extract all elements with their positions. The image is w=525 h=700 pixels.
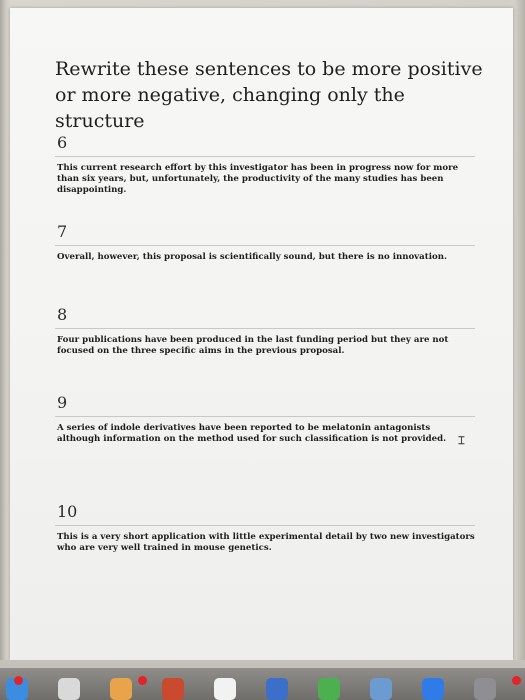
slide: [10, 8, 513, 660]
divider: [55, 328, 475, 329]
photos-icon[interactable]: [110, 678, 132, 700]
item-number: 10: [57, 502, 78, 521]
numbers-icon[interactable]: [318, 678, 340, 700]
notification-badge-icon: [14, 676, 23, 685]
item-number: 9: [57, 393, 68, 412]
item-number: 6: [57, 133, 68, 152]
item-text[interactable]: This current research effort by this investigator has been in progress now for more than six years, but, unfortunately, the productivity of the many studies has been disappointing.: [57, 163, 459, 195]
item-text[interactable]: A series of indole derivatives have been reported to be melatonin antagonists although information on the method used for such classification is not provided.: [57, 423, 447, 444]
item-9: [55, 393, 475, 446]
divider: [55, 525, 475, 526]
item-8: [55, 305, 475, 357]
divider: [55, 416, 475, 417]
item-text-container[interactable]: [55, 423, 475, 446]
item-number: 7: [57, 222, 68, 241]
app-icon[interactable]: [162, 678, 184, 700]
system-prefs-icon[interactable]: [474, 678, 496, 700]
calendar-icon[interactable]: [214, 678, 236, 700]
item-10: [55, 502, 475, 554]
item-text[interactable]: Four publications have been produced in the last funding period but they are not focused on the three specific aims in the previous proposal.: [57, 335, 449, 356]
item-text[interactable]: Overall, however, this proposal is scientifically sound, but there is no innovation.: [57, 252, 447, 262]
launchpad-icon[interactable]: [58, 678, 80, 700]
item-number: 8: [57, 305, 68, 324]
item-text[interactable]: This is a very short application with little experimental detail by two new investigators who are very well trained in mouse genetics.: [57, 532, 475, 553]
slide-title: Rewrite these sentences to be more positive or more negative, changing only the structure: [55, 58, 483, 132]
divider: [55, 245, 475, 246]
divider: [55, 156, 475, 157]
text-cursor-icon: ⌶: [458, 434, 465, 447]
preview-icon[interactable]: [370, 678, 392, 700]
notification-badge-icon: [138, 676, 147, 685]
app-store-icon[interactable]: [422, 678, 444, 700]
dock-shelf: [0, 660, 525, 668]
notification-badge-icon: [512, 676, 521, 685]
item-6: [55, 133, 475, 196]
keynote-icon[interactable]: [266, 678, 288, 700]
item-7: [55, 222, 475, 263]
